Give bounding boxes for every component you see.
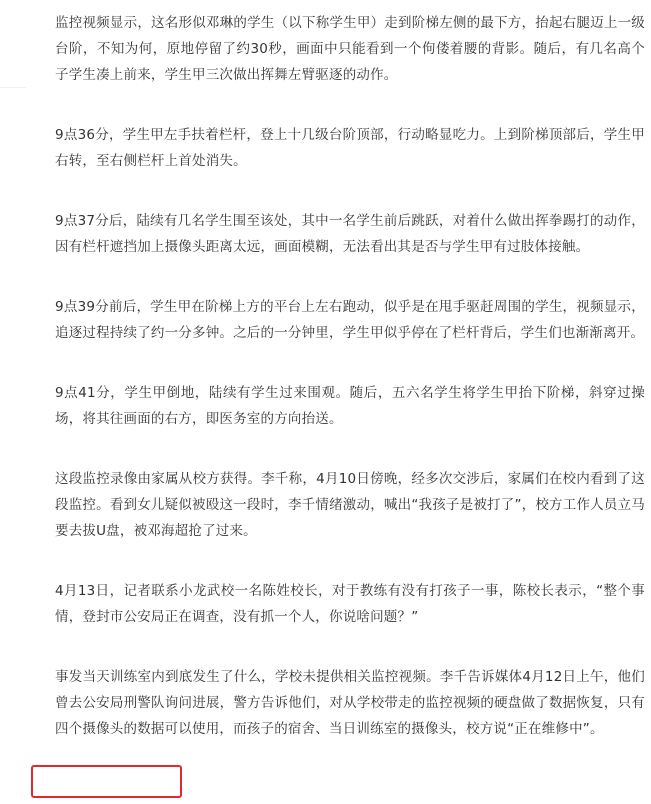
paragraph-0937: 9点37分后，陆续有几名学生围至该处，其中一名学生前后跳跃，对着什么做出挥拳踢打的动作，因有栏杆遮挡加上摄像头距离太远，画面模糊，无法看出其是否与学生甲有过肢体接触。 <box>55 213 645 255</box>
paragraph-missing-footage: 事发当天训练室内到底发生了什么，学校未提供相关监控视频。李千告诉媒体4月12日上午，他们曾去公安局刑警队询问进展，警方告诉他们，对从学校带走的监控视频的硬盘做了数据恢复，只有四个摄像头的数据可以使用，而孩子的宿舍、当日训练室的摄像头，校方说“正在维修中”。 <box>55 669 645 737</box>
paragraph-principal-statement: 4月13日，记者联系小龙武校一名陈姓校长，对于教练有没有打孩子一事，陈校长表示，“整个事情，登封市公安局正在调查，没有抓一个人，你说啥问题？” <box>55 583 645 625</box>
paragraph-0941: 9点41分，学生甲倒地，陆续有学生过来围观。随后，五六名学生将学生甲抬下阶梯，斜穿过操场，将其往画面的右方，即医务室的方向抬送。 <box>55 385 645 427</box>
paragraph-0936: 9点36分，学生甲左手扶着栏杆，登上十几级台阶顶部，行动略显吃力。上到阶梯顶部后，学生甲右转，至右侧栏杆上首处消失。 <box>55 127 645 169</box>
paragraph-0939: 9点39分前后，学生甲在阶梯上方的平台上左右跑动，似乎是在甩手驱赶周围的学生，视频显示，追逐过程持续了约一分多钟。之后的一分钟里，学生甲似乎停在了栏杆背后，学生们也渐渐离开。 <box>55 299 645 341</box>
left-divider <box>0 87 26 88</box>
paragraph-video-source: 这段监控录像由家属从校方获得。李千称，4月10日傍晚，经多次交涉后，家属们在校内看到了这段监控。看到女儿疑似被殴这一段时，李千情绪激动，喊出“我孩子是被打了”，校方工作人员立马要去拔U盘，被邓海超抢了过来。 <box>55 471 645 539</box>
paragraph-surveillance-footage: 监控视频显示，这名形似邓琳的学生（以下称学生甲）走到阶梯左侧的最下方，抬起右腿迈上一级台阶，不知为何，原地停留了约30秒，画面中只能看到一个佝偻着腰的背影。随后，有几名高个子学生凑上前来，学生甲三次做出挥舞左臂驱逐的动作。 <box>55 15 645 83</box>
article-body <box>55 10 645 776</box>
red-highlight-box <box>31 765 182 798</box>
